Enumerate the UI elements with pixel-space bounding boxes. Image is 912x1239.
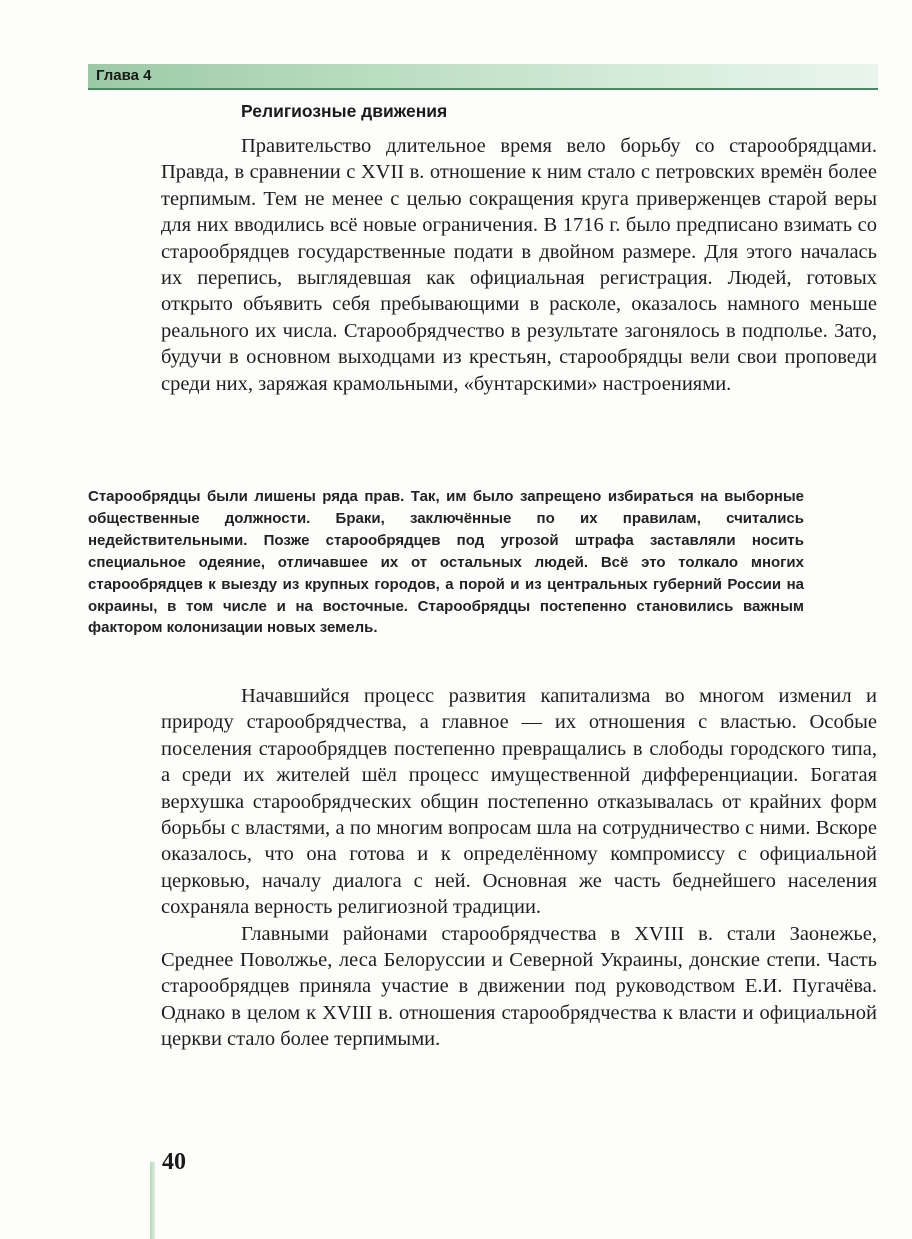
page-margin-bar — [150, 1162, 155, 1239]
chapter-header-band — [88, 64, 878, 90]
page-number: 40 — [162, 1149, 186, 1175]
main-text-block-1 — [161, 133, 877, 397]
insert-paragraph: Старообрядцы были лишены ряда прав. Так, им было запрещено избираться на выборные общественные должности. Браки, заключённые по их правилам, считались недействительными. Позже старообрядцев под угрозой штрафа заставляли носить специальное одеяние, отличавшее их от остальных людей. Всё это толкало многих старообрядцев к выезду из крупных городов, а порой и из центральных губерний России на окраины, в том числе и на восточные. Старообрядцы постепенно становились важным фактором колонизации новых земель. — [88, 488, 804, 637]
paragraph-2: Начавшийся процесс развития капитализма во многом изменил и природу старообрядчества, а главное — их отношения с властью. Особые поселения старообрядцев постепенно превращались в слободы городского типа, а среди их жителей шёл процесс имущественной дифференциации. Богатая верхушка старообрядческих общин постепенно отказывалась от крайних форм борьбы с властями, а по многим вопросам шла на сотрудничество с ними. Вскоре оказалось, что она готова и к определённому компромиссу с официальной церковью, началу диалога с ней. Основная же часть беднейшего населения сохраняла верность религиозной традиции. — [161, 685, 877, 919]
main-text-block-2 — [161, 683, 877, 1053]
paragraph-3: Главными районами старообрядчества в XVIII в. стали Заонежье, Среднее Поволжье, леса Белоруссии и Северной Украины, донские степи. Часть старообрядцев приняла участие в движении под руководством Е.И. Пугачёва. Однако в целом к XVIII в. отношения старообрядчества к власти и официальной церкви стало более терпимыми. — [161, 922, 877, 1051]
section-title: Религиозные движения — [241, 101, 448, 121]
sidebar-insert — [88, 486, 804, 639]
paragraph-1: Правительство длительное время вело борьбу со старообрядцами. Правда, в сравнении с XVII в. отношение к ним стало с петровских времён более терпимым. Тем не менее с целью сокращения круга приверженцев старой веры для них вводились всё новые ограничения. В 1716 г. было предписано взимать со старообрядцев государственные подати в двойном размере. Для этого началась их перепись, выглядевшая как официальная регистрация. Людей, готовых открыто объявить себя пребывающими в расколе, оказалось намного меньше реального их числа. Старообрядчество в результате загонялось в подполье. Зато, будучи в основном выходцами из крестьян, старообрядцы вели свои проповеди среди них, заряжая крамольными, «бунтарскими» настроениями. — [161, 135, 877, 395]
chapter-label: Глава 4 — [96, 67, 152, 84]
